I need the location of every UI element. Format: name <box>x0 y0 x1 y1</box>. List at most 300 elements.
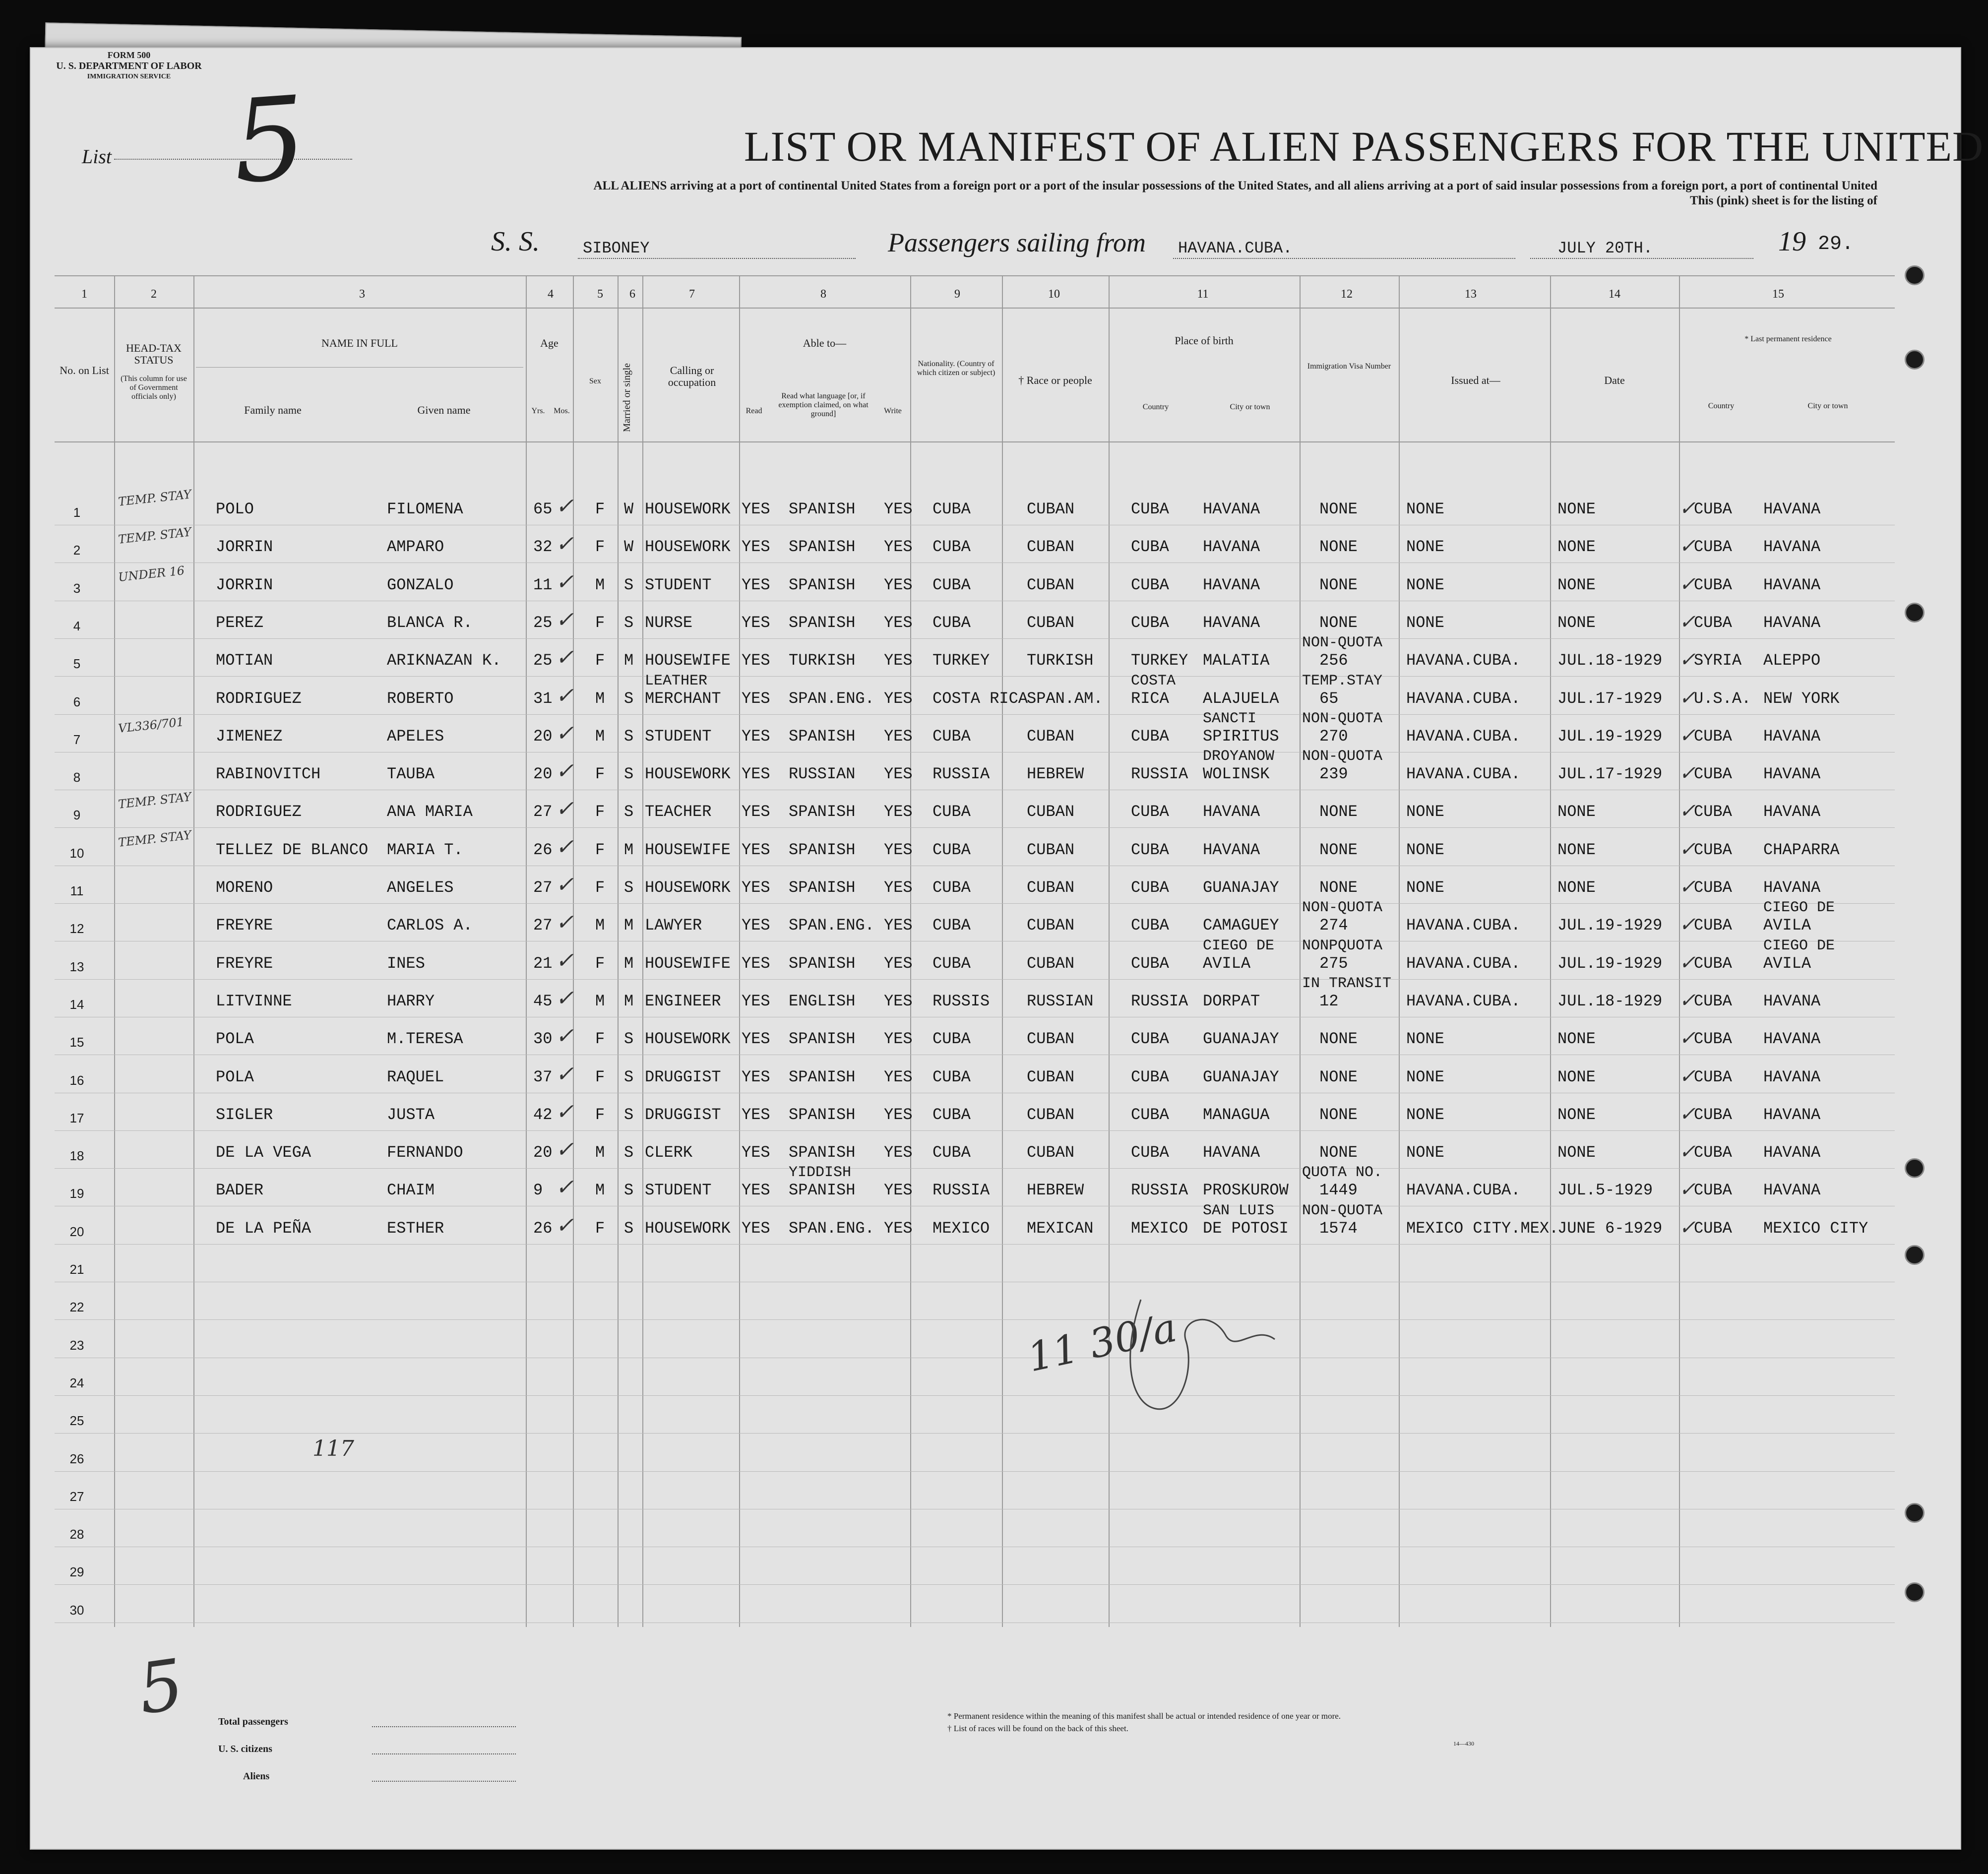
column-divider <box>1550 275 1551 1627</box>
punch-hole <box>1905 603 1925 623</box>
birth-city-cell: AVILA <box>1203 954 1251 973</box>
header-date: Date <box>1604 374 1625 386</box>
age-cell: 30 <box>533 1030 553 1049</box>
row-number: 7 <box>73 732 81 747</box>
visa-date-cell: NONE <box>1557 575 1596 594</box>
nationality-cell: CUBA <box>932 840 971 859</box>
residence-check-icon: ✓ <box>1679 648 1696 672</box>
visa-date-cell: JUL.17-1929 <box>1557 689 1663 708</box>
birth-city-cell: HAVANA <box>1203 500 1260 518</box>
residence-country-cell: CUBA <box>1694 992 1732 1010</box>
age-cell: 20 <box>533 727 553 746</box>
punch-hole <box>1905 265 1925 285</box>
birth-country-cell: CUBA <box>1131 878 1169 897</box>
residence-check-icon: ✓ <box>1679 837 1696 861</box>
given-name-cell: TAUBA <box>387 765 435 784</box>
visa-number-cell: 65 <box>1319 689 1339 708</box>
given-name-cell: ROBERTO <box>387 689 454 708</box>
birth-city-cell: WOLINSK <box>1203 765 1270 784</box>
check-mark-icon: ✓ <box>556 683 574 708</box>
row-number: 1 <box>73 505 81 520</box>
header-pob-city: City or town <box>1230 403 1270 411</box>
column-divider <box>1002 275 1003 1627</box>
subtitle-line-1: ALL ALIENS arriving at a port of continental United States from a foreign port or a port of the insular possessions of the United States, and all aliens arriving at a port of said insular possessions from a foreign port, a port of continental United <box>593 179 1877 192</box>
residence-check-icon: ✓ <box>1679 762 1696 785</box>
given-name-cell: GONZALO <box>387 575 454 594</box>
age-cell: 31 <box>533 689 553 708</box>
residence-city-cell: HAVANA <box>1763 1030 1821 1049</box>
marital-status-cell: M <box>624 954 634 973</box>
sex-cell: M <box>595 992 605 1010</box>
sex-cell: M <box>595 1181 605 1200</box>
given-name-cell: ANA MARIA <box>387 803 473 821</box>
footer-form-code: 14—430 <box>1453 1740 1474 1747</box>
visa-number-cell: NONE <box>1319 500 1358 518</box>
punch-hole <box>1905 1158 1925 1178</box>
row-number: 13 <box>69 959 84 974</box>
occupation-top-line: LEATHER <box>645 672 708 689</box>
family-name-cell: BADER <box>216 1181 264 1200</box>
row-number: 20 <box>69 1224 84 1239</box>
column-number: 9 <box>954 288 960 301</box>
residence-check-icon: ✓ <box>1679 572 1696 596</box>
issued-at-cell: NONE <box>1406 538 1444 557</box>
row-number: 3 <box>73 580 81 596</box>
age-cell: 9 <box>533 1181 543 1200</box>
sex-cell: F <box>595 1067 605 1086</box>
race-cell: RUSSIAN <box>1027 992 1094 1010</box>
race-cell: CUBAN <box>1027 1105 1075 1124</box>
row-number: 17 <box>69 1110 84 1125</box>
birth-city-cell: HAVANA <box>1203 613 1260 632</box>
residence-country-cell: CUBA <box>1694 954 1732 973</box>
column-divider <box>526 275 527 1627</box>
row-number: 9 <box>73 808 81 823</box>
occupation-cell: HOUSEWIFE <box>645 954 731 973</box>
check-mark-icon: ✓ <box>556 1212 574 1238</box>
language-cell: TURKISH <box>789 651 856 670</box>
occupation-cell: HOUSEWORK <box>645 1030 731 1049</box>
residence-check-icon: ✓ <box>1679 875 1696 898</box>
marital-status-cell: S <box>624 1181 634 1200</box>
residence-check-icon: ✓ <box>1679 1027 1696 1050</box>
column-number: 3 <box>359 288 365 301</box>
nationality-cell: CUBA <box>932 1143 971 1162</box>
punch-hole <box>1905 350 1925 370</box>
nationality-cell: CUBA <box>932 916 971 935</box>
column-divider <box>910 275 911 1627</box>
read-cell: YES <box>742 1219 770 1238</box>
head-tax-stamp: TEMP. STAY <box>117 525 192 547</box>
occupation-cell: HOUSEWIFE <box>645 651 731 670</box>
family-name-cell: POLA <box>216 1030 254 1049</box>
row-number: 14 <box>69 997 84 1012</box>
birth-city-cell: MANAGUA <box>1203 1105 1270 1124</box>
header-able-to: Able to— <box>803 337 847 349</box>
age-cell: 27 <box>533 916 553 935</box>
given-name-cell: INES <box>387 954 425 973</box>
row-rule <box>55 1433 1895 1434</box>
birth-city-cell: HAVANA <box>1203 575 1260 594</box>
read-cell: YES <box>742 916 770 935</box>
nationality-cell: CUBA <box>932 954 971 973</box>
nationality-cell: CUBA <box>932 1105 971 1124</box>
race-cell: CUBAN <box>1027 575 1075 594</box>
race-cell: CUBAN <box>1027 727 1075 746</box>
check-mark-icon: ✓ <box>556 645 574 671</box>
marital-status-cell: S <box>624 575 634 594</box>
header-name-in-full: NAME IN FULL <box>321 337 398 349</box>
family-name-cell: FREYRE <box>216 954 273 973</box>
birth-city-cell: GUANAJAY <box>1203 878 1279 897</box>
residence-check-icon: ✓ <box>1679 800 1696 823</box>
punch-hole <box>1905 1503 1925 1523</box>
residence-country-cell: CUBA <box>1694 878 1732 897</box>
visa-date-cell: NONE <box>1557 1105 1596 1124</box>
race-cell: HEBREW <box>1027 765 1084 784</box>
sex-cell: F <box>595 613 605 632</box>
issued-at-cell: MEXICO CITY.MEX. <box>1406 1219 1559 1238</box>
check-mark-icon: ✓ <box>556 607 574 632</box>
check-mark-icon: ✓ <box>556 834 574 860</box>
read-cell: YES <box>742 992 770 1010</box>
row-number: 28 <box>69 1527 84 1542</box>
issued-at-cell: NONE <box>1406 1105 1444 1124</box>
given-name-cell: MARIA T. <box>387 840 463 859</box>
handwritten-list-number: 5 <box>133 1644 188 1731</box>
occupation-cell: HOUSEWORK <box>645 538 731 557</box>
column-number: 15 <box>1772 288 1784 301</box>
visa-date-cell: JUL.18-1929 <box>1557 992 1663 1010</box>
residence-country-cell: CUBA <box>1694 575 1732 594</box>
check-mark-icon: ✓ <box>556 758 574 784</box>
race-cell: CUBAN <box>1027 538 1075 557</box>
age-cell: 37 <box>533 1067 553 1086</box>
residence-city-cell: HAVANA <box>1763 878 1821 897</box>
given-name-cell: AMPARO <box>387 538 444 557</box>
language-cell: SPANISH <box>789 575 856 594</box>
check-mark-icon: ✓ <box>556 494 574 519</box>
age-cell: 27 <box>533 803 553 821</box>
row-number: 18 <box>69 1148 84 1164</box>
header-read: Read <box>746 407 762 415</box>
visa-date-cell: NONE <box>1557 803 1596 821</box>
race-cell: CUBAN <box>1027 613 1075 632</box>
sex-cell: M <box>595 916 605 935</box>
column-divider <box>642 275 643 1627</box>
given-name-cell: ANGELES <box>387 878 454 897</box>
column-number: 6 <box>629 288 635 301</box>
row-number: 10 <box>69 845 84 861</box>
birth-city-cell: GUANAJAY <box>1203 1030 1279 1049</box>
marital-status-cell: S <box>624 765 634 784</box>
row-number: 30 <box>69 1602 84 1618</box>
family-name-cell: DE LA PEÑA <box>216 1219 311 1238</box>
family-name-cell: LITVINNE <box>216 992 292 1010</box>
check-mark-icon: ✓ <box>556 569 574 595</box>
header-bottom-border <box>55 441 1895 442</box>
visa-date-cell: JUL.19-1929 <box>1557 727 1663 746</box>
port-underline <box>1173 258 1515 259</box>
birth-country-cell: MEXICO <box>1131 1219 1188 1238</box>
row-number: 26 <box>69 1451 84 1466</box>
list-label: List <box>82 145 112 168</box>
visa-top-line: NON-QUOTA <box>1302 634 1383 652</box>
row-number: 19 <box>69 1186 84 1201</box>
marital-status-cell: M <box>624 992 634 1010</box>
age-cell: 11 <box>533 575 553 594</box>
footer-dots <box>372 1726 516 1727</box>
visa-top-line: IN TRANSIT <box>1302 975 1392 992</box>
column-number: 2 <box>151 288 157 301</box>
family-name-cell: POLA <box>216 1067 254 1086</box>
residence-city-cell: HAVANA <box>1763 613 1821 632</box>
occupation-cell: HOUSEWORK <box>645 500 731 518</box>
birth-city-cell: HAVANA <box>1203 803 1260 821</box>
occupation-cell: DRUGGIST <box>645 1067 721 1086</box>
row-number: 11 <box>70 883 84 898</box>
department-name: U. S. DEPARTMENT OF LABOR <box>56 61 202 71</box>
family-name-cell: JORRIN <box>216 575 273 594</box>
row-number: 8 <box>73 770 81 785</box>
family-name-cell: MORENO <box>216 878 273 897</box>
row-number: 6 <box>73 694 81 709</box>
issued-at-cell: HAVANA.CUBA. <box>1406 651 1521 670</box>
language-cell: SPAN.ENG. <box>789 916 874 935</box>
visa-number-cell: 1449 <box>1319 1181 1358 1200</box>
read-cell: YES <box>742 1181 770 1200</box>
residence-check-icon: ✓ <box>1679 1216 1696 1239</box>
header-lr-country: Country <box>1708 402 1735 410</box>
marital-status-cell: S <box>624 1105 634 1124</box>
write-cell: YES <box>884 1067 913 1086</box>
row-rule <box>55 562 1895 563</box>
visa-top-line: NON-QUOTA <box>1302 710 1383 727</box>
issued-at-cell: NONE <box>1406 1030 1444 1049</box>
race-cell: CUBAN <box>1027 803 1075 821</box>
header-age-months: Mos. <box>554 407 570 415</box>
footer-note-residence: * Permanent residence within the meaning of this manifest shall be actual or intended residence of one year or more. <box>947 1711 1341 1721</box>
residence-city-cell: HAVANA <box>1763 765 1821 784</box>
write-cell: YES <box>884 1219 913 1238</box>
birth-country-cell: CUBA <box>1131 916 1169 935</box>
marital-status-cell: S <box>624 1219 634 1238</box>
form-number: FORM 500 <box>107 50 151 60</box>
visa-number-cell: 256 <box>1319 651 1348 670</box>
language-cell: SPANISH <box>789 538 856 557</box>
family-name-cell: POLO <box>216 500 254 518</box>
write-cell: YES <box>884 954 913 973</box>
issued-at-cell: NONE <box>1406 1067 1444 1086</box>
given-name-cell: CARLOS A. <box>387 916 473 935</box>
subtitle-line-2: This (pink) sheet is for the listing of <box>1689 194 1877 207</box>
visa-date-cell: JUL.17-1929 <box>1557 765 1663 784</box>
language-cell: RUSSIAN <box>789 765 856 784</box>
row-number: 27 <box>69 1489 84 1504</box>
age-cell: 21 <box>533 954 553 973</box>
birth-city-cell: ALAJUELA <box>1203 689 1279 708</box>
given-name-cell: JUSTA <box>387 1105 435 1124</box>
row-rule <box>55 979 1895 980</box>
header-pob-country: Country <box>1142 403 1169 411</box>
sailing-label: Passengers sailing from <box>888 228 1146 257</box>
residence-check-icon: ✓ <box>1679 497 1696 520</box>
row-rule <box>55 903 1895 904</box>
write-cell: YES <box>884 613 913 632</box>
header-no-on-list: No. on List <box>60 364 109 376</box>
occupation-cell: DRUGGIST <box>645 1105 721 1124</box>
residence-country-cell: CUBA <box>1694 803 1732 821</box>
marital-status-cell: W <box>624 500 634 518</box>
birth-country-cell: CUBA <box>1131 1143 1169 1162</box>
marital-status-cell: S <box>624 613 634 632</box>
language-cell: SPANISH <box>789 840 856 859</box>
residence-city-cell: HAVANA <box>1763 803 1821 821</box>
column-number: 13 <box>1465 288 1477 301</box>
sailing-date: JULY 20TH. <box>1557 239 1653 257</box>
race-cell: CUBAN <box>1027 500 1075 518</box>
service-name: IMMIGRATION SERVICE <box>87 73 171 80</box>
header-nationality: Nationality. (Country of which citizen or subject) <box>917 360 995 377</box>
residence-check-icon: ✓ <box>1679 913 1696 937</box>
nationality-cell: CUBA <box>932 878 971 897</box>
family-name-cell: PEREZ <box>216 613 264 632</box>
visa-date-cell: JUNE 6-1929 <box>1557 1219 1663 1238</box>
marital-status-cell: M <box>624 840 634 859</box>
language-cell: SPANISH <box>789 1143 856 1162</box>
ship-name: SIBONEY <box>583 239 650 257</box>
read-cell: YES <box>742 575 770 594</box>
birth-country-cell: RUSSIA <box>1131 992 1188 1010</box>
given-name-cell: ARIKNAZAN K. <box>387 651 501 670</box>
year-label: 19 <box>1778 226 1806 257</box>
row-number: 24 <box>69 1375 84 1390</box>
given-name-cell: ESTHER <box>387 1219 444 1238</box>
issued-at-cell: NONE <box>1406 803 1444 821</box>
column-number: 12 <box>1341 288 1353 301</box>
sex-cell: M <box>595 727 605 746</box>
race-cell: HEBREW <box>1027 1181 1084 1200</box>
date-underline <box>1530 258 1753 259</box>
head-tax-stamp: UNDER 16 <box>117 563 186 584</box>
issued-at-cell: HAVANA.CUBA. <box>1406 954 1521 973</box>
head-tax-stamp: VL336/701 <box>117 714 185 736</box>
sex-cell: F <box>595 803 605 821</box>
sex-cell: F <box>595 1219 605 1238</box>
residence-country-cell: CUBA <box>1694 1067 1732 1086</box>
visa-number-cell: 12 <box>1319 992 1339 1010</box>
column-number: 10 <box>1048 288 1060 301</box>
row-number: 25 <box>69 1413 84 1429</box>
row-number: 21 <box>69 1262 84 1277</box>
read-cell: YES <box>742 1143 770 1162</box>
list-underline <box>114 159 352 160</box>
residence-city-cell: HAVANA <box>1763 1143 1821 1162</box>
ship-underline <box>578 258 856 259</box>
visa-number-cell: NONE <box>1319 575 1358 594</box>
issued-at-cell: NONE <box>1406 613 1444 632</box>
occupation-cell: STUDENT <box>645 1181 712 1200</box>
language-cell: SPANISH <box>789 727 856 746</box>
nationality-cell: CUBA <box>932 803 971 821</box>
occupation-cell: ENGINEER <box>645 992 721 1010</box>
language-cell: SPAN.ENG. <box>789 1219 874 1238</box>
head-tax-stamp: TEMP. STAY <box>117 828 192 850</box>
visa-number-cell: 1574 <box>1319 1219 1358 1238</box>
read-cell: YES <box>742 878 770 897</box>
language-cell: SPANISH <box>789 1181 856 1200</box>
visa-top-line: NON-QUOTA <box>1302 899 1383 917</box>
birth-country-cell: CUBA <box>1131 575 1169 594</box>
occupation-cell: CLERK <box>645 1143 693 1162</box>
marital-status-cell: S <box>624 1067 634 1086</box>
residence-country-cell: CUBA <box>1694 1105 1732 1124</box>
issued-at-cell: NONE <box>1406 878 1444 897</box>
write-cell: YES <box>884 765 913 784</box>
sex-cell: F <box>595 840 605 859</box>
issued-at-cell: HAVANA.CUBA. <box>1406 992 1521 1010</box>
read-cell: YES <box>742 954 770 973</box>
check-mark-icon: ✓ <box>556 910 574 936</box>
visa-number-cell: NONE <box>1319 1143 1358 1162</box>
residence-country-cell: CUBA <box>1694 613 1732 632</box>
check-mark-icon: ✓ <box>556 872 574 897</box>
issued-at-cell: NONE <box>1406 575 1444 594</box>
age-cell: 20 <box>533 765 553 784</box>
family-name-cell: JORRIN <box>216 538 273 557</box>
issued-at-cell: NONE <box>1406 500 1444 518</box>
birth-country-cell: CUBA <box>1131 500 1169 518</box>
marital-status-cell: S <box>624 878 634 897</box>
age-cell: 26 <box>533 1219 553 1238</box>
occupation-cell: STUDENT <box>645 575 712 594</box>
birth-city-top-line: SANCTI <box>1203 710 1257 727</box>
write-cell: YES <box>884 992 913 1010</box>
residence-city-cell: HAVANA <box>1763 1067 1821 1086</box>
header-issued-at: Issued at— <box>1451 374 1500 386</box>
read-cell: YES <box>742 1105 770 1124</box>
issued-at-cell: HAVANA.CUBA. <box>1406 1181 1521 1200</box>
residence-city-cell: AVILA <box>1763 916 1811 935</box>
row-rule <box>55 1168 1895 1169</box>
footer-dots <box>372 1753 516 1754</box>
language-cell: SPANISH <box>789 613 856 632</box>
row-rule <box>55 676 1895 677</box>
write-cell: YES <box>884 575 913 594</box>
language-cell: ENGLISH <box>789 992 856 1010</box>
column-divider <box>618 275 619 1627</box>
age-cell: 20 <box>533 1143 553 1162</box>
residence-city-cell: HAVANA <box>1763 992 1821 1010</box>
visa-number-cell: 270 <box>1319 727 1348 746</box>
nationality-cell: RUSSIS <box>932 992 990 1010</box>
residence-city-cell: HAVANA <box>1763 538 1821 557</box>
header-given-name: Given name <box>417 404 471 416</box>
visa-date-cell: JUL.5-1929 <box>1557 1181 1653 1200</box>
residence-check-icon: ✓ <box>1679 1102 1696 1125</box>
footer-us-citizens: U. S. citizens <box>218 1744 272 1754</box>
nationality-cell: CUBA <box>932 613 971 632</box>
write-cell: YES <box>884 1143 913 1162</box>
check-mark-icon: ✓ <box>556 1137 574 1163</box>
residence-country-cell: CUBA <box>1694 840 1732 859</box>
birth-country-cell: CUBA <box>1131 727 1169 746</box>
family-name-cell: JIMENEZ <box>216 727 283 746</box>
residence-check-icon: ✓ <box>1679 951 1696 974</box>
visa-date-cell: JUL.19-1929 <box>1557 954 1663 973</box>
birth-country-cell: CUBA <box>1131 1030 1169 1049</box>
column-number: 11 <box>1197 288 1209 301</box>
